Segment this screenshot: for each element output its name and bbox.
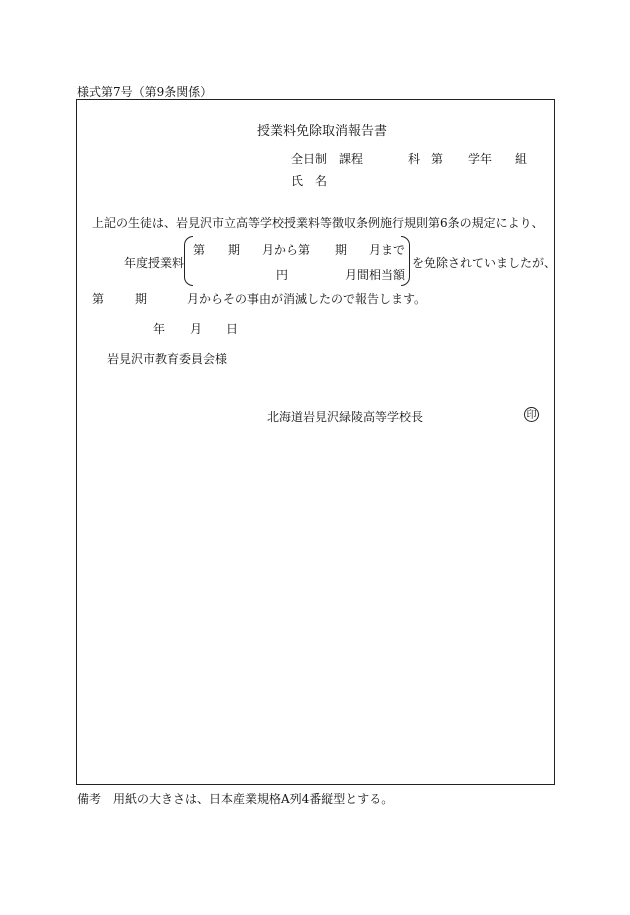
date-day: 日 — [226, 322, 239, 336]
class-label: 組 — [515, 152, 528, 166]
body-line-1: 上記の生徒は、岩見沢市立高等学校授業料等徴収条例施行規則第6条の規定により、 — [92, 216, 544, 230]
tuition-suffix: を免除されていましたが、 — [412, 256, 557, 270]
bracket-term-dai: 第 — [193, 243, 206, 257]
grade-label: 学年 — [468, 152, 493, 166]
footer-note: 備考 用紙の大きさは、日本産業規格A列4番縦型とする。 — [77, 792, 394, 806]
bracket-term-ki: 期 — [228, 243, 241, 257]
tuition-prefix: 年度授業料 — [124, 256, 185, 270]
form-number: 様式第7号（第9条関係） — [77, 85, 213, 99]
bracket-from-month: 月から第 — [262, 243, 311, 257]
document-title: 授業料免除取消報告書 — [257, 124, 388, 139]
sender: 北海道岩見沢緑陵高等学校長 — [267, 410, 424, 424]
bracket-yen: 円 — [276, 268, 289, 282]
date-month: 月 — [190, 322, 203, 336]
grade-prefix-label: 第 — [431, 152, 444, 166]
line3-rest: 月からその事由が消滅したので報告します。 — [187, 292, 427, 306]
date-year: 年 — [153, 322, 166, 336]
bracket-left — [184, 236, 193, 286]
bracket-amount-months: 月間相当額 — [345, 268, 406, 282]
course-label: 全日制 課程 — [291, 152, 364, 166]
form-frame — [76, 99, 555, 785]
seal-mark: 印 — [524, 407, 539, 422]
line3-ki: 期 — [135, 292, 148, 306]
bracket-to-term-ki: 期 — [335, 243, 348, 257]
bracket-to-month: 月まで — [369, 243, 406, 257]
line3-dai: 第 — [92, 292, 105, 306]
name-label: 氏 名 — [291, 174, 328, 188]
department-label: 科 — [408, 152, 421, 166]
addressee: 岩見沢市教育委員会様 — [107, 352, 228, 366]
